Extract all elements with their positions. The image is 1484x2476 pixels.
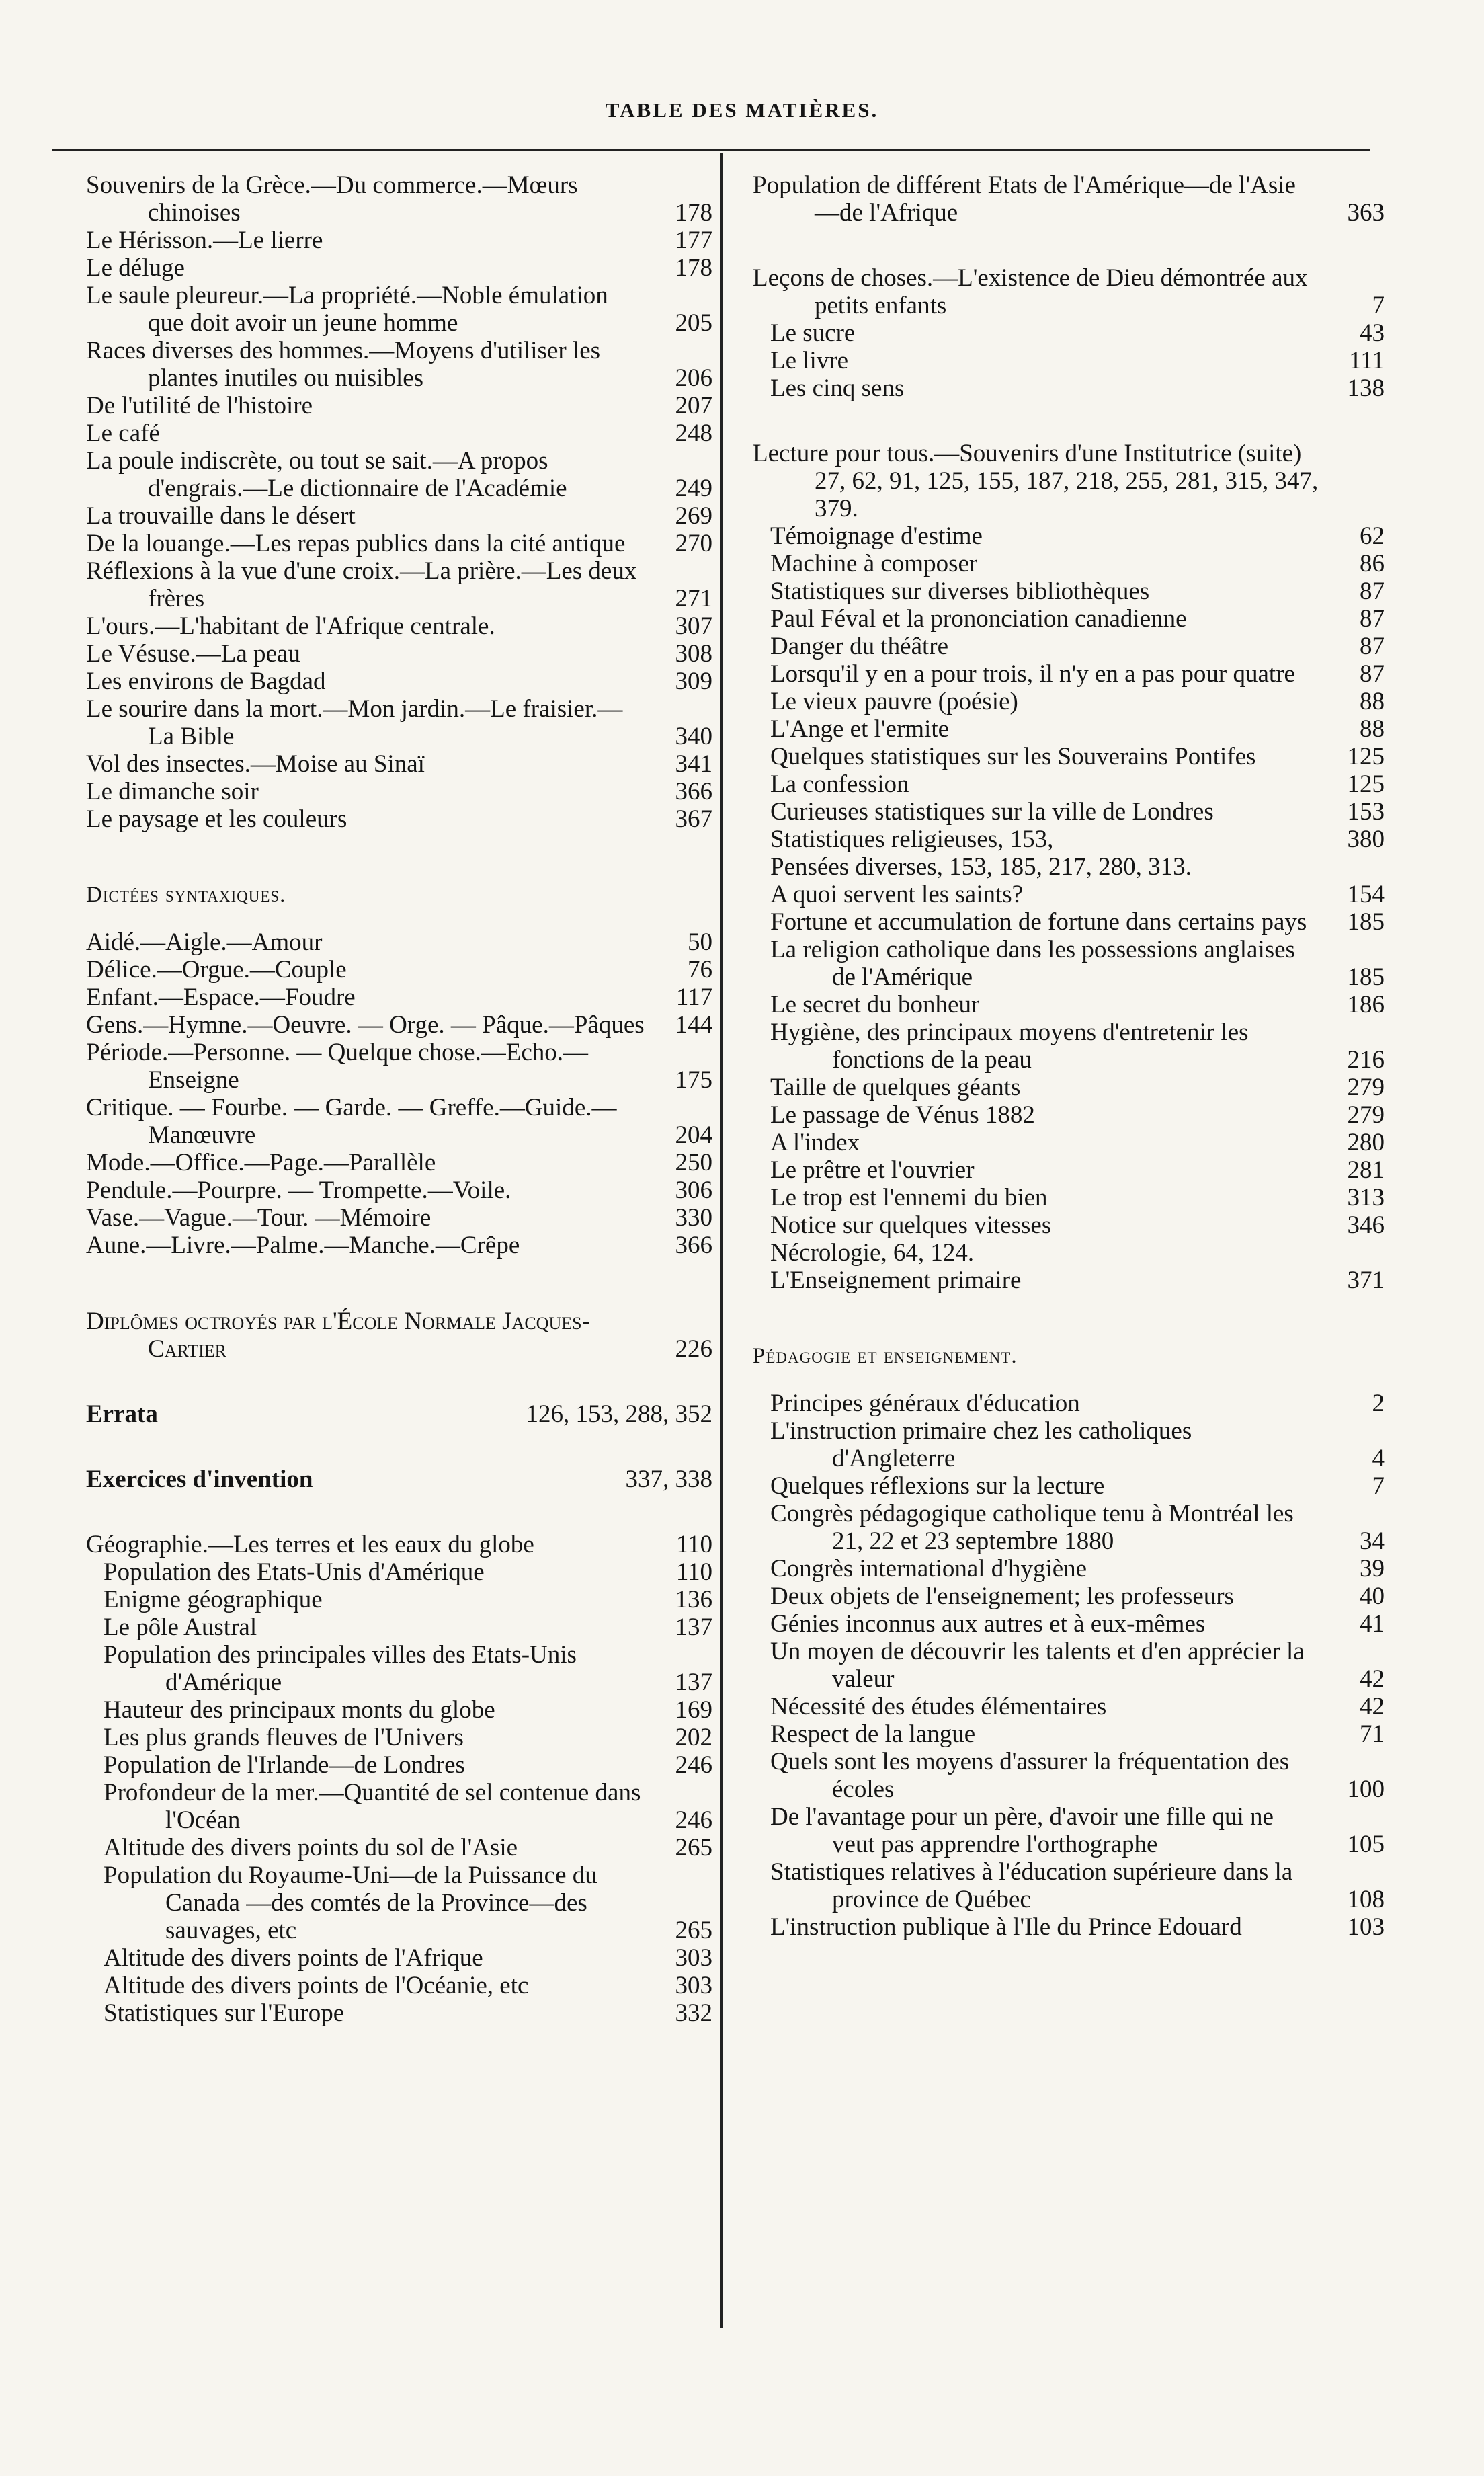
toc-entry-page: 279 — [1347, 1074, 1385, 1101]
toc-entry — [86, 984, 712, 1011]
toc-entry-title: Notice sur quelques vitesses — [770, 1211, 1052, 1239]
toc-entry — [770, 1417, 1385, 1472]
toc-entry-title: Profondeur de la mer.—Quantité de sel contenue dans l'Océan — [104, 1779, 641, 1834]
toc-entry-page: 204 — [675, 1121, 712, 1149]
toc-entry-title: Altitude des divers points du sol de l'Asie — [104, 1834, 518, 1862]
toc-entry-page: 125 — [1347, 770, 1385, 798]
toc-entry-page: 269 — [675, 502, 712, 530]
toc-entry — [86, 502, 712, 530]
toc-entry — [86, 695, 712, 750]
toc-entry-title: De l'utilité de l'histoire — [86, 392, 313, 420]
toc-entry — [770, 1583, 1385, 1610]
toc-entry-title: L'Ange et l'ermite — [770, 715, 950, 743]
toc-entry — [86, 668, 712, 695]
toc-entry — [86, 1204, 712, 1232]
toc-entry-page: 144 — [675, 1011, 712, 1039]
toc-entry-title: Le sourire dans la mort.—Mon jardin.—Le fraisier.—La Bible — [86, 695, 623, 750]
toc-entry-title: Population de l'Irlande—de Londres — [104, 1751, 465, 1779]
toc-entry-page: 185 — [1347, 963, 1385, 991]
toc-entry-title: Le prêtre et l'ouvrier — [770, 1156, 975, 1184]
toc-entry — [770, 660, 1385, 688]
toc-entry-page: 111 — [1349, 347, 1385, 374]
toc-entry — [770, 577, 1385, 605]
toc-entry-title: Respect de la langue — [770, 1720, 976, 1748]
toc-entry-page: 2 — [1372, 1390, 1385, 1417]
toc-entry-page: 281 — [1347, 1156, 1385, 1184]
toc-entry-title: Le déluge — [86, 254, 185, 282]
toc-entry-title: Le dimanche soir — [86, 778, 259, 805]
toc-entry-title: Nécessité des études élémentaires — [770, 1693, 1107, 1720]
toc-entry — [770, 1803, 1385, 1858]
toc-entry-title: Enfant.—Espace.—Foudre — [86, 984, 356, 1011]
column-divider — [720, 153, 723, 2328]
toc-entry-page: 71 — [1360, 1720, 1385, 1748]
toc-entry-page: 43 — [1360, 319, 1385, 347]
toc-entry-title: Quelques statistiques sur les Souverains Pontifes — [770, 743, 1256, 770]
toc-entry — [770, 936, 1385, 991]
toc-entry — [86, 1232, 712, 1259]
right-column — [753, 171, 1385, 1941]
toc-entry-page: 86 — [1360, 550, 1385, 577]
toc-entry-page: 169 — [675, 1696, 712, 1724]
toc-entry — [104, 1558, 712, 1586]
toc-entry-page: 42 — [1360, 1665, 1385, 1693]
toc-entry — [770, 1267, 1385, 1294]
toc-entry-page: 371 — [1347, 1267, 1385, 1294]
toc-entry-page: 40 — [1360, 1583, 1385, 1610]
toc-entry — [86, 640, 712, 668]
toc-entry-title: Nécrologie, 64, 124. — [770, 1239, 975, 1267]
toc-entry-page: 87 — [1360, 660, 1385, 688]
toc-entry-title: Hauteur des principaux monts du globe — [104, 1696, 495, 1724]
toc-entry-title: Aidé.—Aigle.—Amour — [86, 928, 323, 956]
toc-entry — [770, 319, 1385, 347]
toc-entry-title: Enigme géographique — [104, 1586, 323, 1613]
lecture-list — [770, 522, 1385, 1294]
toc-entry-page: 126, 153, 288, 352 — [526, 1400, 712, 1428]
toc-entry-title: Vol des insectes.—Moise au Sinaï — [86, 750, 425, 778]
toc-entry-title: L'ours.—L'habitant de l'Afrique centrale. — [86, 612, 495, 640]
toc-entry — [104, 1834, 712, 1862]
toc-entry-title: Deux objets de l'enseignement; les professeurs — [770, 1583, 1234, 1610]
toc-entry — [86, 612, 712, 640]
toc-entry-title: Les environs de Bagdad — [86, 668, 326, 695]
toc-entry-title: La confession — [770, 770, 909, 798]
toc-entry-title: Le trop est l'ennemi du bien — [770, 1184, 1048, 1211]
toc-entry — [770, 908, 1385, 936]
toc-entry — [86, 227, 712, 254]
toc-entry-title: Le sucre — [770, 319, 856, 347]
toc-entry-title: De l'avantage pour un père, d'avoir une fille qui ne veut pas apprendre l'orthographe — [770, 1803, 1274, 1858]
section-heading-pedagogie: Pédagogie et enseignement. — [753, 1344, 1018, 1368]
dictees-list — [86, 928, 712, 1259]
toc-entry-title: Population du Royaume-Uni—de la Puissance du Canada —des comtés de la Province—des sauvages, etc — [104, 1862, 597, 1944]
toc-entry — [770, 1239, 1385, 1267]
toc-entry-title: Statistiques sur l'Europe — [104, 1999, 345, 2027]
toc-entry-page: 62 — [1360, 522, 1385, 550]
toc-entry — [770, 1748, 1385, 1803]
toc-entry-page: 271 — [675, 585, 712, 612]
toc-entry-page: 7 — [1372, 1472, 1385, 1500]
toc-entry — [86, 1400, 712, 1428]
toc-entry-page: 366 — [675, 778, 712, 805]
left-group-1 — [86, 171, 712, 833]
toc-entry-page: 4 — [1372, 1445, 1385, 1472]
toc-entry — [86, 1011, 712, 1039]
toc-entry-page: 332 — [675, 1999, 712, 2027]
toc-entry-title: Races diverses des hommes.—Moyens d'utiliser les plantes inutiles ou nuisibles — [86, 337, 601, 392]
toc-entry-title: La religion catholique dans les possessions anglaises de l'Amérique — [770, 936, 1295, 991]
toc-entry-title: Diplômes octroyés par l'École Normale Jacques-Cartier — [86, 1308, 590, 1363]
toc-entry-title: Le vieux pauvre (poésie) — [770, 688, 1018, 715]
toc-entry-title: Statistiques sur diverses bibliothèques — [770, 577, 1150, 605]
toc-entry — [104, 1641, 712, 1696]
toc-entry — [86, 557, 712, 612]
toc-entry-title: Principes généraux d'éducation — [770, 1390, 1080, 1417]
toc-entry-title: Un moyen de découvrir les talents et d'en apprécier la valeur — [770, 1638, 1305, 1693]
toc-entry-title: Curieuses statistiques sur la ville de Londres — [770, 798, 1214, 826]
toc-entry-page: 246 — [675, 1751, 712, 1779]
toc-entry-page: 249 — [675, 475, 712, 502]
toc-entry — [86, 392, 712, 420]
toc-entry-page: 337, 338 — [625, 1466, 712, 1493]
geographie-heading — [86, 1531, 712, 1558]
toc-entry-title: Taille de quelques géants — [770, 1074, 1021, 1101]
toc-entry — [770, 1129, 1385, 1156]
toc-entry-page: 308 — [675, 640, 712, 668]
toc-entry-page: 270 — [675, 530, 712, 557]
toc-entry — [770, 1101, 1385, 1129]
toc-entry-page: 88 — [1360, 688, 1385, 715]
toc-entry-page: 309 — [675, 668, 712, 695]
toc-entry — [753, 171, 1385, 227]
toc-entry-title: Population des principales villes des Etats-Unis d'Amérique — [104, 1641, 577, 1696]
toc-entry-title: Congrès pédagogique catholique tenu à Montréal les 21, 22 et 23 septembre 1880 — [770, 1500, 1294, 1555]
toc-entry — [86, 337, 712, 392]
toc-entry-title: Fortune et accumulation de fortune dans certains pays — [770, 908, 1307, 936]
toc-entry — [104, 1696, 712, 1724]
toc-entry — [770, 743, 1385, 770]
toc-entry-page: 346 — [1347, 1211, 1385, 1239]
toc-entry-page: 279 — [1347, 1101, 1385, 1129]
toc-entry — [104, 1751, 712, 1779]
toc-entry-page: 330 — [675, 1204, 712, 1232]
toc-entry-title: Statistiques relatives à l'éducation supérieure dans la province de Québec — [770, 1858, 1293, 1913]
toc-entry-title: Le secret du bonheur — [770, 991, 980, 1019]
toc-entry — [86, 778, 712, 805]
toc-entry-title: Errata — [86, 1400, 158, 1428]
toc-entry — [86, 1176, 712, 1204]
toc-entry-page: 87 — [1360, 633, 1385, 660]
toc-entry-page: 117 — [675, 984, 712, 1011]
toc-entry — [770, 715, 1385, 743]
toc-entry-page: 246 — [675, 1806, 712, 1834]
toc-entry — [770, 1074, 1385, 1101]
toc-entry-title: Délice.—Orgue.—Couple — [86, 956, 347, 984]
toc-entry-page: 178 — [675, 199, 712, 227]
toc-entry-page: 303 — [675, 1972, 712, 1999]
toc-entry — [770, 347, 1385, 374]
exercices-entry — [86, 1466, 712, 1493]
toc-entry-title: Lecture pour tous.—Souvenirs d'une Institutrice (suite) 27, 62, 91, 125, 155, 187, 218, 255, 281, 315, 347, 379. — [753, 440, 1319, 522]
toc-entry-title: Gens.—Hymne.—Oeuvre. — Orge. — Pâque.—Pâques — [86, 1011, 645, 1039]
toc-entry-title: Le Vésuse.—La peau — [86, 640, 300, 668]
toc-entry-page: 110 — [675, 1558, 712, 1586]
toc-entry — [104, 1999, 712, 2027]
toc-entry-page: 303 — [675, 1944, 712, 1972]
toc-entry-page: 363 — [1347, 199, 1385, 227]
toc-entry-page: 7 — [1372, 292, 1385, 319]
toc-entry-title: Altitude des divers points de l'Afrique — [104, 1944, 483, 1972]
lecture-heading — [753, 440, 1385, 522]
toc-entry-title: Critique. — Fourbe. — Garde. — Greffe.—Guide.—Manœuvre — [86, 1094, 617, 1149]
toc-entry — [770, 991, 1385, 1019]
toc-entry — [86, 1466, 712, 1493]
toc-entry — [86, 282, 712, 337]
toc-entry-page: 178 — [675, 254, 712, 282]
toc-entry — [86, 928, 712, 956]
toc-entry — [753, 264, 1385, 319]
toc-entry-page: 137 — [675, 1613, 712, 1641]
toc-entry-page: 175 — [675, 1066, 712, 1094]
toc-entry — [770, 1500, 1385, 1555]
toc-entry — [86, 1308, 712, 1363]
toc-entry — [86, 530, 712, 557]
pedagogie-list — [770, 1390, 1385, 1941]
toc-entry-page: 76 — [688, 956, 712, 984]
toc-entry-title: Les plus grands fleuves de l'Univers — [104, 1724, 464, 1751]
toc-entry-page: 366 — [675, 1232, 712, 1259]
toc-entry-page: 87 — [1360, 577, 1385, 605]
toc-entry — [770, 1390, 1385, 1417]
toc-entry-page: 226 — [675, 1335, 712, 1363]
toc-entry-title: Le Hérisson.—Le lierre — [86, 227, 323, 254]
toc-entry-page: 248 — [675, 420, 712, 447]
toc-entry — [770, 1720, 1385, 1748]
toc-entry-page: 154 — [1347, 881, 1385, 908]
toc-entry — [770, 633, 1385, 660]
toc-entry-title: Génies inconnus aux autres et à eux-mêmes — [770, 1610, 1206, 1638]
toc-entry-title: Quels sont les moyens d'assurer la fréquentation des écoles — [770, 1748, 1290, 1803]
toc-entry-page: 153 — [1347, 798, 1385, 826]
toc-entry-page: 41 — [1360, 1610, 1385, 1638]
toc-entry — [770, 798, 1385, 826]
left-column — [86, 171, 712, 2027]
toc-entry-title: Statistiques religieuses, 153, — [770, 826, 1054, 853]
toc-entry-page: 137 — [675, 1669, 712, 1696]
toc-entry-page: 265 — [675, 1834, 712, 1862]
toc-entry-page: 313 — [1347, 1184, 1385, 1211]
toc-entry — [86, 171, 712, 227]
toc-entry — [104, 1944, 712, 1972]
toc-entry-page: 103 — [1347, 1913, 1385, 1941]
toc-entry-page: 265 — [675, 1917, 712, 1944]
toc-entry-page: 42 — [1360, 1693, 1385, 1720]
toc-entry — [770, 770, 1385, 798]
toc-entry-page: 39 — [1360, 1555, 1385, 1583]
toc-entry — [104, 1779, 712, 1834]
toc-entry-title: L'instruction publique à l'Ile du Prince Edouard — [770, 1913, 1242, 1941]
toc-entry-title: Pensées diverses, 153, 185, 217, 280, 313. — [770, 853, 1192, 881]
toc-entry — [86, 956, 712, 984]
toc-entry-title: Population des Etats-Unis d'Amérique — [104, 1558, 485, 1586]
toc-entry-page: 186 — [1347, 991, 1385, 1019]
toc-entry-title: L'Enseignement primaire — [770, 1267, 1022, 1294]
toc-entry — [770, 522, 1385, 550]
toc-entry-title: Leçons de choses.—L'existence de Dieu démontrée aux petits enfants — [753, 264, 1308, 319]
toc-entry-page: 177 — [675, 227, 712, 254]
right-group-1 — [753, 171, 1385, 227]
header-rule — [52, 149, 1370, 151]
toc-entry — [770, 605, 1385, 633]
toc-entry — [770, 1211, 1385, 1239]
toc-entry-page: 50 — [688, 928, 712, 956]
toc-entry-page: 340 — [675, 723, 712, 750]
toc-entry-title: La trouvaille dans le désert — [86, 502, 356, 530]
toc-entry-title: Population de différent Etats de l'Amérique—de l'Asie—de l'Afrique — [753, 171, 1296, 227]
toc-entry — [770, 826, 1385, 853]
toc-entry — [770, 1610, 1385, 1638]
toc-entry-title: Altitude des divers points de l'Océanie, etc — [104, 1972, 529, 1999]
lecons-heading — [753, 264, 1385, 319]
toc-entry — [86, 1149, 712, 1176]
toc-entry — [770, 374, 1385, 402]
toc-entry-title: Témoignage d'estime — [770, 522, 983, 550]
toc-entry-page: 306 — [675, 1176, 712, 1204]
toc-entry-page: 34 — [1360, 1527, 1385, 1555]
toc-entry-title: Le passage de Vénus 1882 — [770, 1101, 1035, 1129]
toc-entry-title: Paul Féval et la prononciation canadienne — [770, 605, 1187, 633]
toc-entry-title: Le paysage et les couleurs — [86, 805, 347, 833]
toc-entry — [86, 420, 712, 447]
toc-entry-title: A l'index — [770, 1129, 860, 1156]
toc-entry-page: 341 — [675, 750, 712, 778]
toc-entry — [770, 1638, 1385, 1693]
toc-entry — [770, 881, 1385, 908]
toc-entry-title: Le saule pleureur.—La propriété.—Noble émulation que doit avoir un jeune homme — [86, 282, 608, 337]
toc-entry — [104, 1972, 712, 1999]
toc-entry — [86, 750, 712, 778]
toc-entry-title: Souvenirs de la Grèce.—Du commerce.—Mœurs chinoises — [86, 171, 578, 227]
toc-entry — [770, 1555, 1385, 1583]
toc-entry-title: Le café — [86, 420, 160, 447]
toc-entry-title: Mode.—Office.—Page.—Parallèle — [86, 1149, 436, 1176]
toc-entry — [86, 805, 712, 833]
toc-entry-page: 205 — [675, 309, 712, 337]
toc-entry — [86, 1531, 712, 1558]
toc-entry-title: Hygiène, des principaux moyens d'entretenir les fonctions de la peau — [770, 1019, 1249, 1074]
page-title: TABLE DES MATIÈRES. — [605, 98, 879, 122]
toc-entry — [770, 1858, 1385, 1913]
toc-entry-title: Danger du théâtre — [770, 633, 949, 660]
toc-entry-title: Aune.—Livre.—Palme.—Manche.—Crêpe — [86, 1232, 520, 1259]
toc-entry — [104, 1862, 712, 1944]
toc-entry-page: 138 — [1347, 374, 1385, 402]
toc-entry-page: 280 — [1347, 1129, 1385, 1156]
toc-entry-page: 216 — [1347, 1046, 1385, 1074]
toc-entry-title: Les cinq sens — [770, 374, 905, 402]
toc-entry-page: 105 — [1347, 1831, 1385, 1858]
toc-entry-title: Congrès international d'hygiène — [770, 1555, 1087, 1583]
toc-entry — [770, 1913, 1385, 1941]
toc-entry-title: Lorsqu'il y en a pour trois, il n'y en a pas pour quatre — [770, 660, 1295, 688]
toc-entry-page: 87 — [1360, 605, 1385, 633]
toc-entry-page: 206 — [675, 364, 712, 392]
toc-entry-title: Vase.—Vague.—Tour. —Mémoire — [86, 1204, 431, 1232]
toc-entry-title: Exercices d'invention — [86, 1466, 313, 1493]
toc-entry — [770, 1156, 1385, 1184]
toc-entry — [770, 550, 1385, 577]
toc-entry-page: 185 — [1347, 908, 1385, 936]
toc-entry-page: 202 — [675, 1724, 712, 1751]
toc-entry — [770, 1019, 1385, 1074]
toc-entry-page: 100 — [1347, 1775, 1385, 1803]
toc-entry-page: 367 — [675, 805, 712, 833]
toc-entry-page: 380 — [1347, 826, 1385, 853]
toc-entry — [86, 1039, 712, 1094]
toc-entry-title: Période.—Personne. — Quelque chose.—Echo.—Enseigne — [86, 1039, 589, 1094]
toc-entry-title: De la louange.—Les repas publics dans la cité antique — [86, 530, 626, 557]
toc-entry — [770, 688, 1385, 715]
toc-entry-title: L'instruction primaire chez les catholiques d'Angleterre — [770, 1417, 1192, 1472]
toc-entry — [770, 1693, 1385, 1720]
toc-entry — [86, 1094, 712, 1149]
toc-entry — [86, 254, 712, 282]
toc-entry-title: Machine à composer — [770, 550, 978, 577]
toc-entry — [104, 1724, 712, 1751]
toc-entry-title: Quelques réflexions sur la lecture — [770, 1472, 1105, 1500]
lecons-list — [770, 319, 1385, 402]
geographie-list — [104, 1558, 712, 2027]
toc-entry-title: A quoi servent les saints? — [770, 881, 1024, 908]
toc-entry-title: Géographie.—Les terres et les eaux du globe — [86, 1531, 534, 1558]
toc-entry-page: 250 — [675, 1149, 712, 1176]
section-heading-dictees: Dictées syntaxiques. — [86, 883, 286, 907]
toc-entry — [753, 440, 1385, 522]
toc-entry-page: 110 — [675, 1531, 712, 1558]
toc-entry — [104, 1586, 712, 1613]
toc-entry-title: La poule indiscrète, ou tout se sait.—A propos d'engrais.—Le dictionnaire de l'Académie — [86, 447, 567, 502]
toc-entry-page: 125 — [1347, 743, 1385, 770]
diplomes-entry — [86, 1308, 712, 1363]
toc-entry — [104, 1613, 712, 1641]
toc-entry — [770, 853, 1385, 881]
errata-entry — [86, 1400, 712, 1428]
toc-entry-page: 207 — [675, 392, 712, 420]
toc-entry-title: Réflexions à la vue d'une croix.—La prière.—Les deux frères — [86, 557, 637, 612]
toc-entry-title: Pendule.—Pourpre. — Trompette.—Voile. — [86, 1176, 511, 1204]
toc-entry — [770, 1184, 1385, 1211]
toc-entry-page: 88 — [1360, 715, 1385, 743]
toc-entry-title: Le pôle Austral — [104, 1613, 257, 1641]
toc-entry-page: 108 — [1347, 1886, 1385, 1913]
toc-entry — [770, 1472, 1385, 1500]
toc-entry — [86, 447, 712, 502]
toc-entry-title: Le livre — [770, 347, 849, 374]
toc-entry-page: 136 — [675, 1586, 712, 1613]
toc-entry-page: 307 — [675, 612, 712, 640]
